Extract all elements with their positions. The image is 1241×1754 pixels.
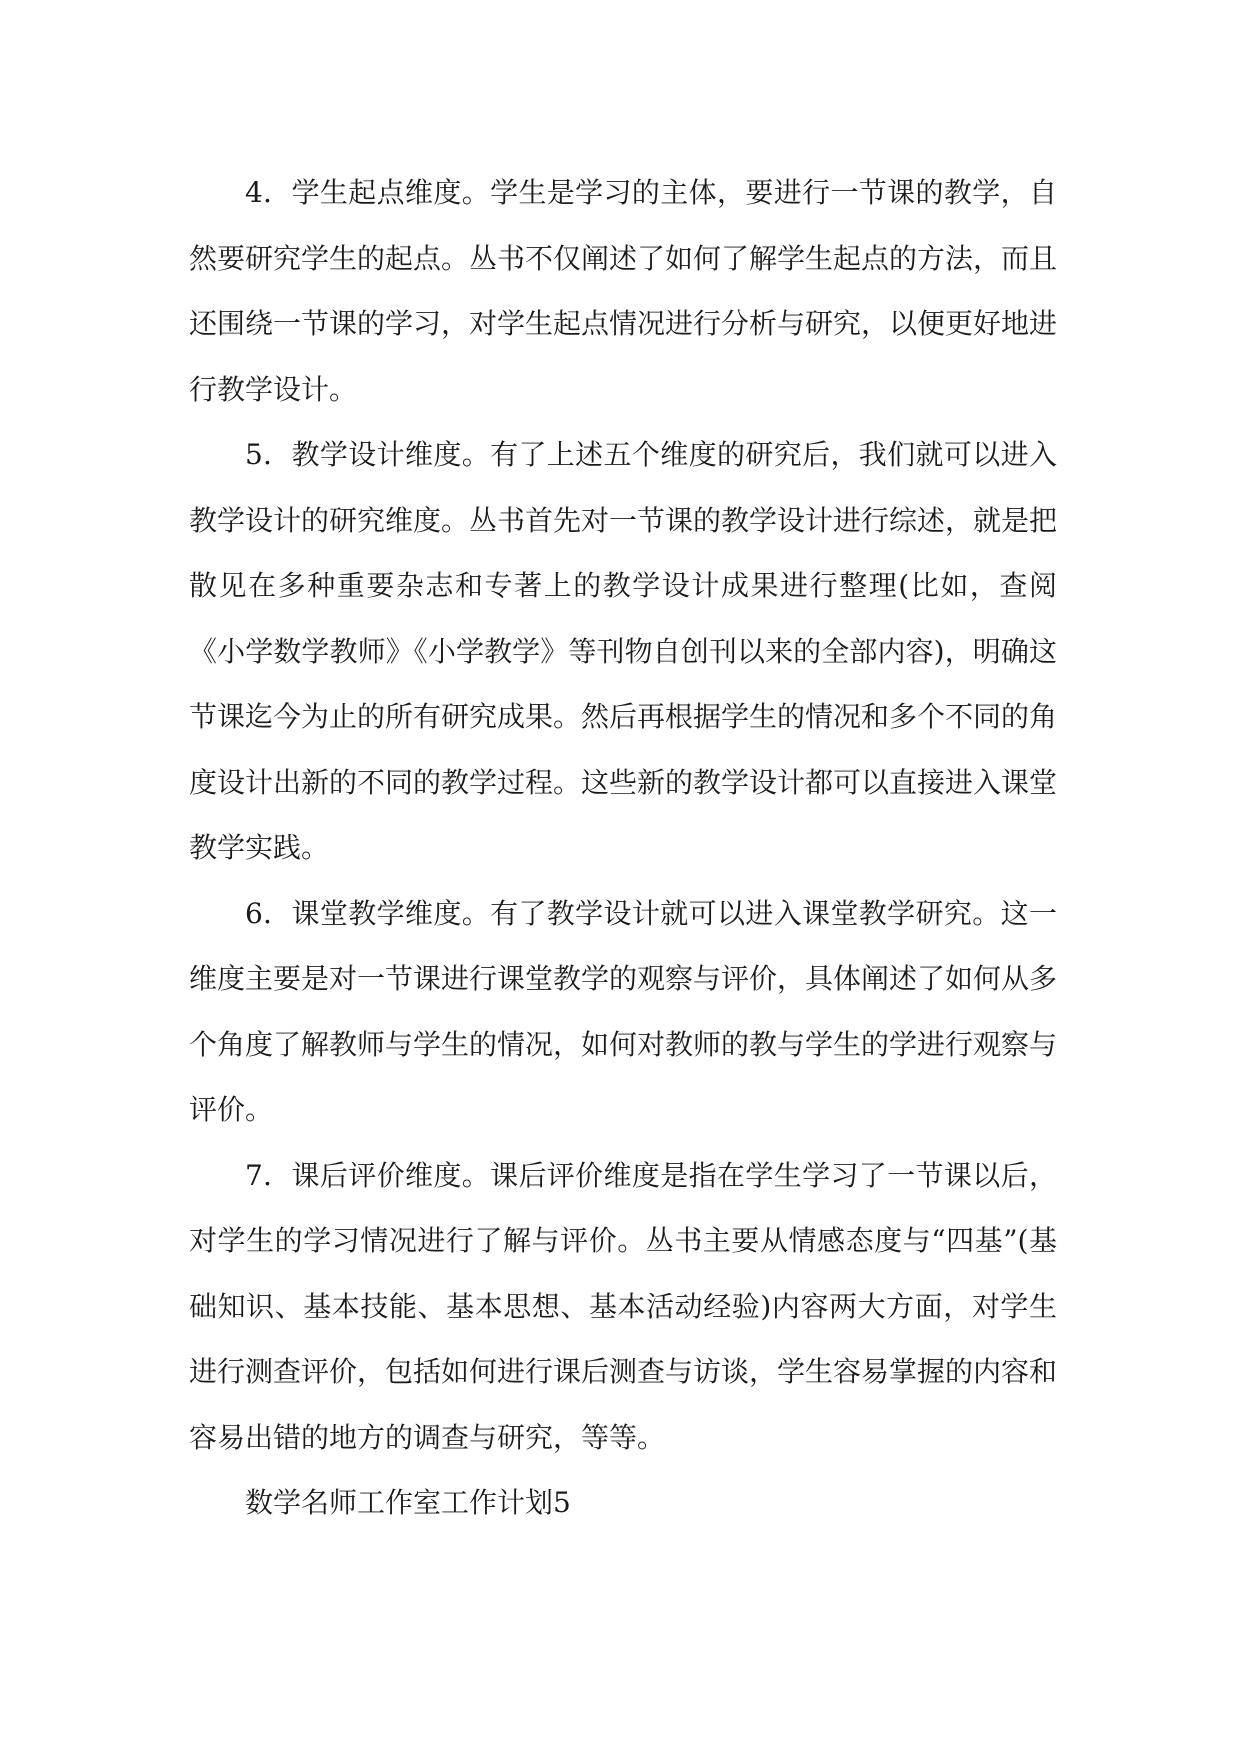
paragraph-after-class-evaluation: 7．课后评价维度。课后评价维度是指在学生学习了一节课以后，对学生的学习情况进行了解与评价。丛书主要从情感态度与“四基”(基础知识、基本技能、基本思想、基本活动经验)内容两大方面，对学生进行测查评价，包括如何进行课后测查与访谈，学生容易掌握的内容和容易出错的地方的调查与研究，等等。 [189, 1158, 1058, 1454]
section-title: 数学名师工作室工作计划5 [245, 1486, 571, 1519]
document-body [189, 160, 1057, 1536]
paragraph-teaching-design: 5．教学设计维度。有了上述五个维度的研究后，我们就可以进入教学设计的研究维度。丛书首先对一节课的教学设计进行综述，就是把散见在多种重要杂志和专著上的教学设计成果进行整理(比如，查阅《小学数学教师》《小学教学》等刊物自创刊以来的全部内容)，明确这节课迄今为止的所有研究成果。然后再根据学生的情况和多个不同的角度设计出新的不同的教学过程。这些新的教学设计都可以直接进入课堂教学实践。 [189, 438, 1058, 864]
paragraph-student-starting-point: 4．学生起点维度。学生是学习的主体，要进行一节课的教学，自然要研究学生的起点。丛书不仅阐述了如何了解学生起点的方法，而且还围绕一节课的学习，对学生起点情况进行分析与研究，以便更好地进行教学设计。 [189, 176, 1058, 406]
paragraph-classroom-teaching: 6．课堂教学维度。有了教学设计就可以进入课堂教学研究。这一维度主要是对一节课进行课堂教学的观察与评价，具体阐述了如何从多个角度了解教师与学生的情况，如何对教师的教与学生的学进行观察与评价。 [189, 896, 1058, 1126]
